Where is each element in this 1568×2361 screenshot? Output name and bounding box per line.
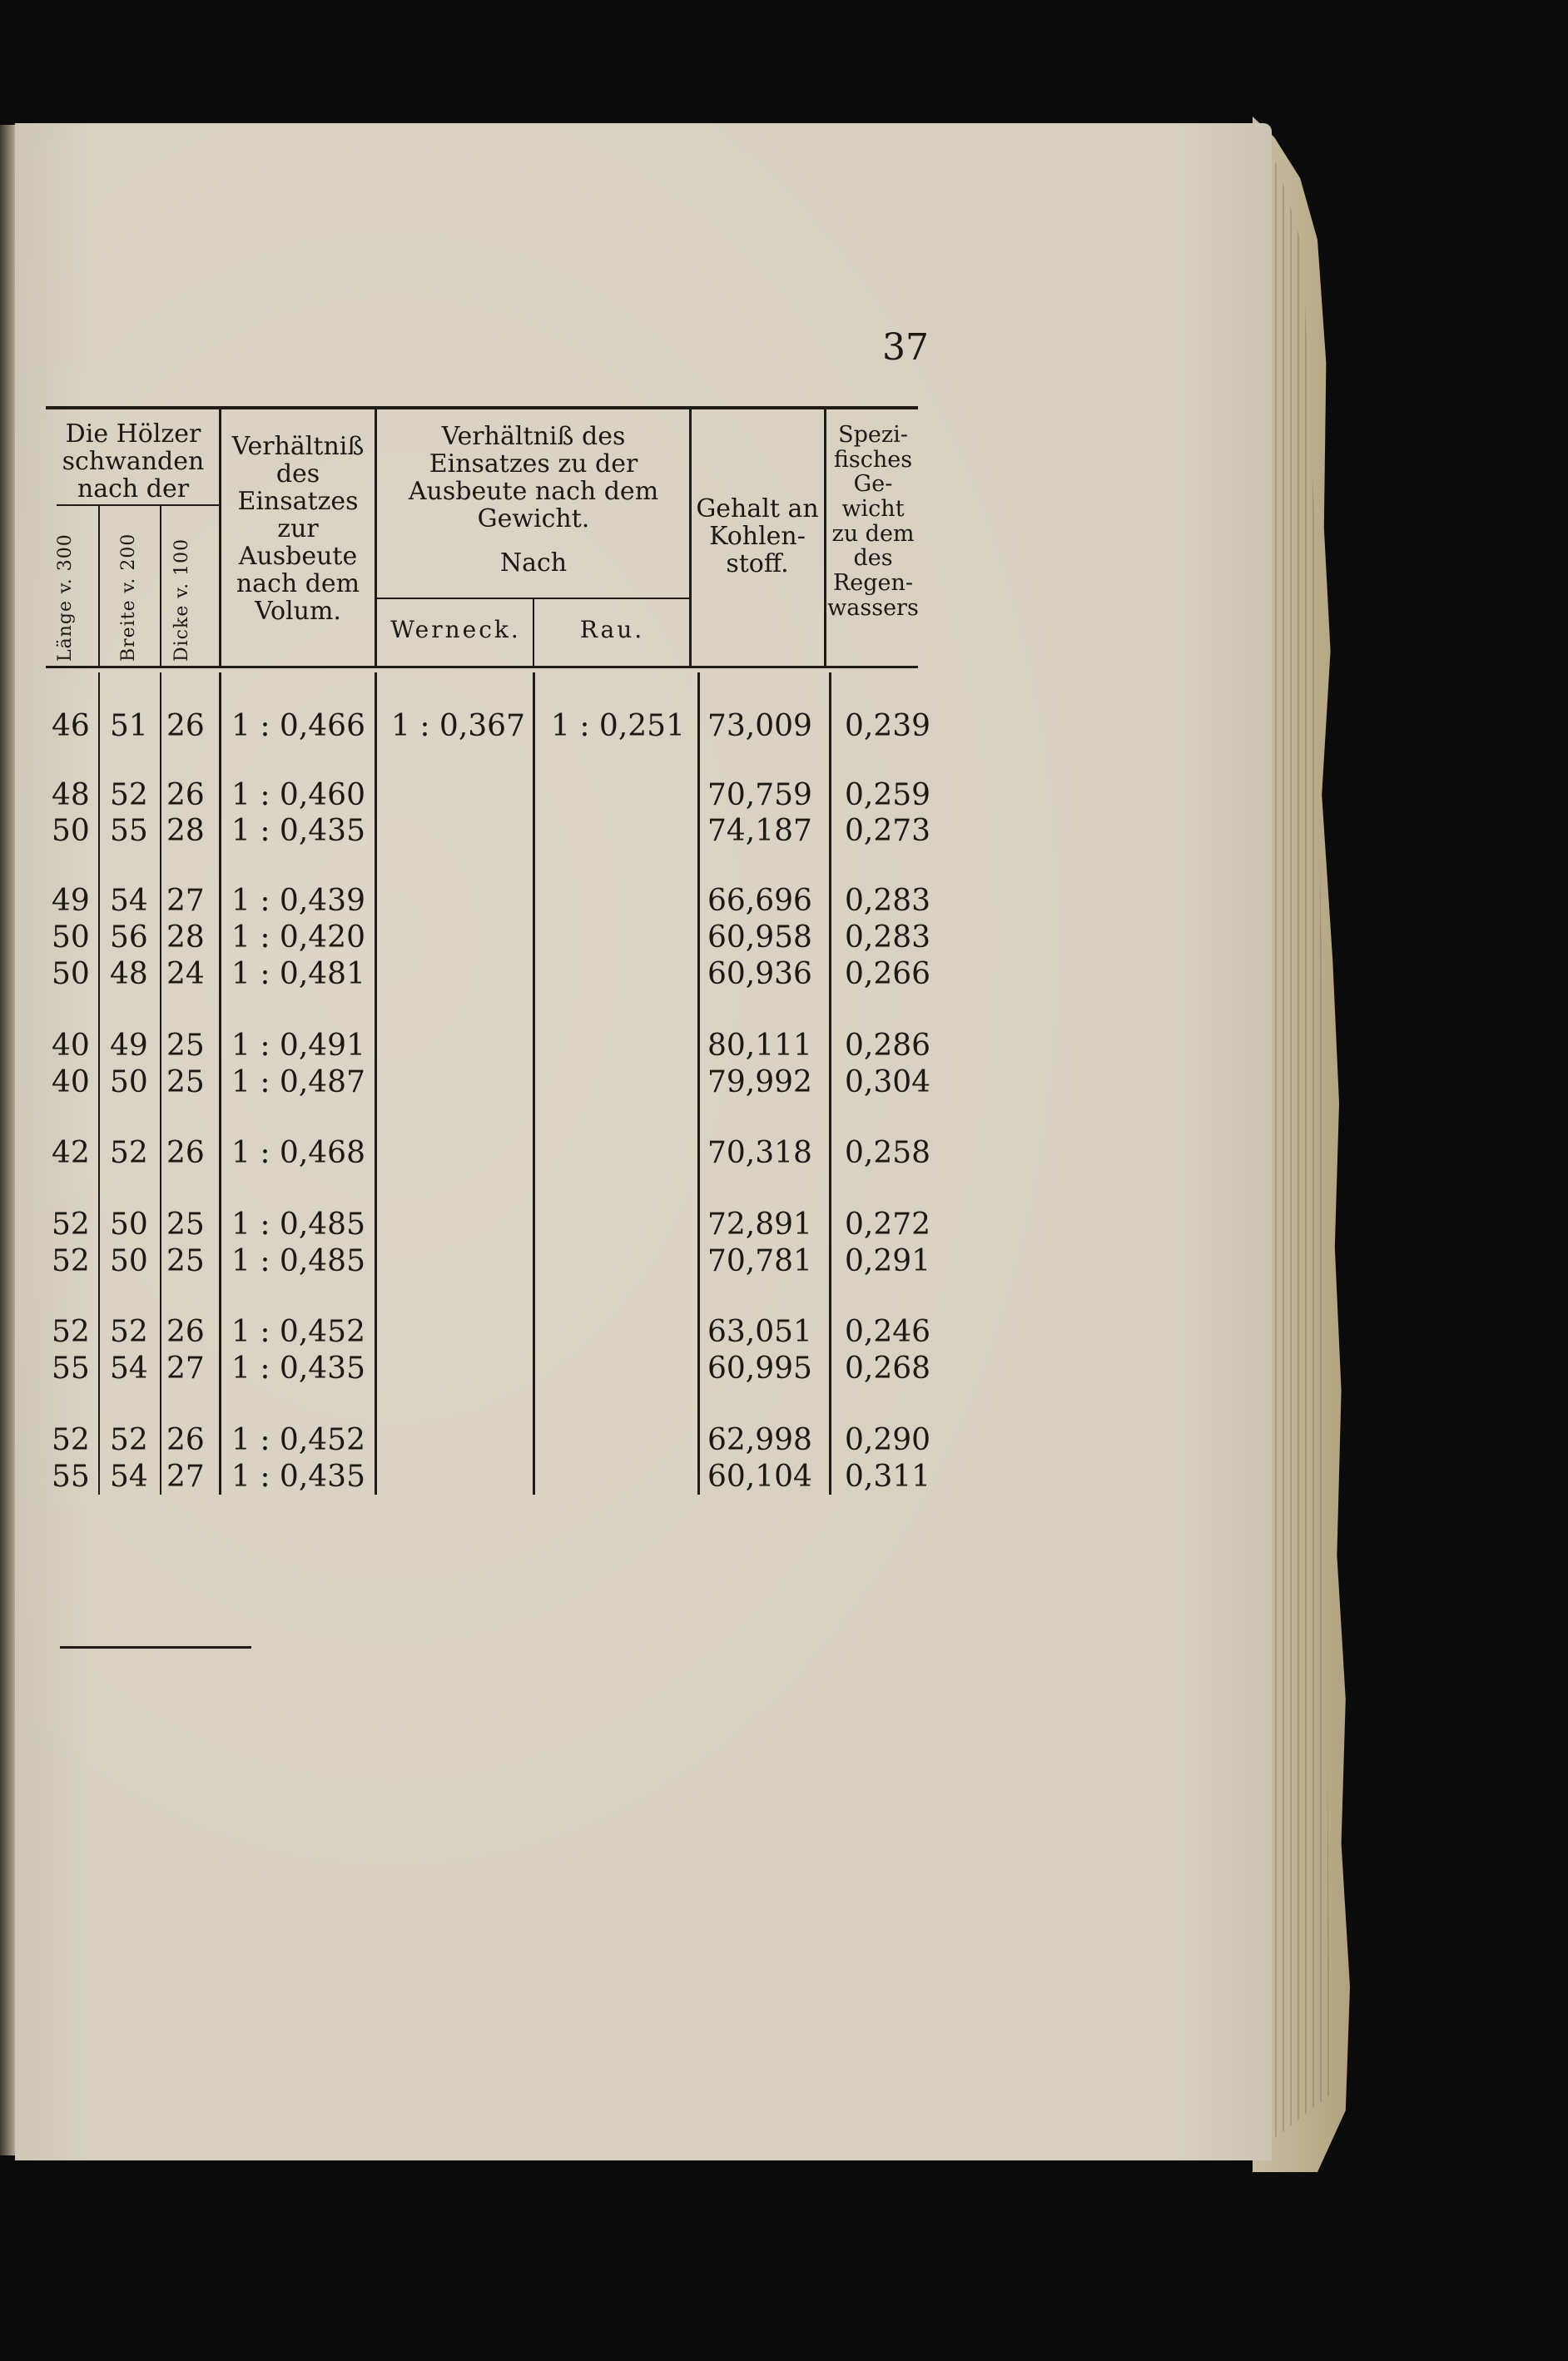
cell-width: 52 [110,1136,148,1170]
cell-gravity: 0,266 [845,957,931,991]
body-sep-3 [219,672,221,1495]
cell-thickness: 27 [166,884,205,918]
header-carbon: Gehalt an Kohlen-stoff. [696,494,819,578]
cell-width: 48 [110,957,148,991]
cell-length: 40 [52,1029,90,1063]
cell-gravity: 0,286 [845,1029,931,1063]
cell-carbon: 74,187 [707,814,812,848]
cell-gravity: 0,283 [845,920,931,955]
cell-width: 52 [110,1423,148,1457]
header-width: Breite v. 200 [118,533,139,662]
cell-length: 55 [52,1460,90,1494]
cell-gravity: 0,290 [845,1423,931,1457]
cell-width: 50 [110,1065,148,1099]
cell-width: 54 [110,1352,148,1386]
shrink-sub-rule [57,504,219,506]
header-volume-ratio: Verhältniß des Einsatzes zur Ausbeute nach dem Volum. [231,432,365,626]
cell-width: 54 [110,1460,148,1494]
header-sep-4 [824,409,826,666]
cell-length: 40 [52,1065,90,1099]
cell-length: 52 [52,1315,90,1349]
cell-width: 52 [110,1315,148,1349]
cell-volume: 1 : 0,485 [231,1208,365,1242]
header-sep-1 [219,409,221,666]
cell-volume: 1 : 0,468 [231,1136,365,1170]
body-sep-4 [375,672,377,1495]
header-length: Länge v. 300 [55,533,76,662]
cell-carbon: 62,998 [707,1423,812,1457]
cell-gravity: 0,311 [845,1460,931,1494]
body-sep-7 [829,672,831,1495]
cell-thickness: 27 [166,1460,205,1494]
shrink-sub-sep-1 [98,506,100,666]
body-sep-6 [697,672,700,1495]
cell-length: 50 [52,814,90,848]
header-rau: Rau. [579,616,645,643]
weight-sub-sep [533,599,534,666]
cell-carbon: 66,696 [707,884,812,918]
cell-gravity: 0,268 [845,1352,931,1386]
cell-length: 48 [52,778,90,812]
cell-gravity: 0,283 [845,884,931,918]
cell-thickness: 26 [166,1423,205,1457]
cell-thickness: 28 [166,920,205,955]
cell-width: 52 [110,778,148,812]
table-top-rule [46,406,918,409]
cell-length: 52 [52,1423,90,1457]
cell-width: 55 [110,814,148,848]
body-sep-5 [533,672,535,1495]
cell-volume: 1 : 0,452 [231,1315,365,1349]
header-werneck: Werneck. [390,616,521,643]
header-sep-2 [375,409,377,666]
cell-gravity: 0,291 [845,1244,931,1278]
cell-thickness: 25 [166,1065,205,1099]
closing-rule [60,1646,251,1649]
cell-carbon: 70,781 [707,1244,812,1278]
cell-volume: 1 : 0,435 [231,1352,365,1386]
cell-length: 49 [52,884,90,918]
cell-thickness: 26 [166,1315,205,1349]
cell-gravity: 0,258 [845,1136,931,1170]
cell-carbon: 70,759 [707,778,812,812]
cell-carbon: 79,992 [707,1065,812,1099]
cell-carbon: 60,936 [707,957,812,991]
cell-gravity: 0,239 [845,709,931,743]
cell-werneck: 1 : 0,367 [391,709,525,743]
cell-volume: 1 : 0,487 [231,1065,365,1099]
weight-sub-rule [375,598,689,599]
header-weight-ratio: Verhältniß des Einsatzes zu der Ausbeute nach dem Gewicht. [408,422,659,533]
cell-thickness: 26 [166,1136,205,1170]
cell-thickness: 25 [166,1244,205,1278]
cell-volume: 1 : 0,481 [231,957,365,991]
cell-width: 50 [110,1208,148,1242]
cell-gravity: 0,246 [845,1315,931,1349]
cell-carbon: 70,318 [707,1136,812,1170]
header-bottom-rule [46,666,918,668]
header-shrink: Die Hölzer schwanden nach der [62,419,205,503]
body-sep-1 [98,672,100,1495]
cell-width: 49 [110,1029,148,1063]
cell-thickness: 28 [166,814,205,848]
cell-volume: 1 : 0,420 [231,920,365,955]
cell-volume: 1 : 0,435 [231,1460,365,1494]
cell-thickness: 24 [166,957,205,991]
header-nach: Nach [499,548,568,578]
cell-carbon: 63,051 [707,1315,812,1349]
cell-volume: 1 : 0,435 [231,814,365,848]
cell-gravity: 0,304 [845,1065,931,1099]
cell-volume: 1 : 0,491 [231,1029,365,1063]
cell-gravity: 0,259 [845,778,931,812]
cell-volume: 1 : 0,439 [231,884,365,918]
header-thickness: Dicke v. 100 [171,538,192,662]
cell-thickness: 27 [166,1352,205,1386]
header-sep-3 [689,409,692,666]
cell-length: 50 [52,920,90,955]
cell-length: 46 [52,709,90,743]
cell-volume: 1 : 0,460 [231,778,365,812]
cell-thickness: 25 [166,1208,205,1242]
cell-carbon: 73,009 [707,709,812,743]
cell-width: 50 [110,1244,148,1278]
cell-carbon: 80,111 [707,1029,812,1063]
cell-gravity: 0,272 [845,1208,931,1242]
cell-carbon: 60,104 [707,1460,812,1494]
cell-carbon: 72,891 [707,1208,812,1242]
body-sep-2 [160,672,161,1495]
cell-width: 51 [110,709,148,743]
cell-thickness: 25 [166,1029,205,1063]
cell-thickness: 26 [166,778,205,812]
cell-length: 55 [52,1352,90,1386]
page-number: 37 [882,326,929,369]
cell-length: 52 [52,1208,90,1242]
header-gravity: Spezi-fisches Ge-wicht zu dem des Regen-wassers [827,422,919,621]
cell-thickness: 26 [166,709,205,743]
cell-length: 42 [52,1136,90,1170]
cell-rau: 1 : 0,251 [551,709,685,743]
cell-volume: 1 : 0,452 [231,1423,365,1457]
cell-length: 50 [52,957,90,991]
cell-length: 52 [52,1244,90,1278]
cell-volume: 1 : 0,485 [231,1244,365,1278]
cell-gravity: 0,273 [845,814,931,848]
cell-carbon: 60,995 [707,1352,812,1386]
cell-volume: 1 : 0,466 [231,709,365,743]
cell-width: 54 [110,884,148,918]
cell-carbon: 60,958 [707,920,812,955]
shrink-sub-sep-2 [160,506,161,666]
cell-width: 56 [110,920,148,955]
